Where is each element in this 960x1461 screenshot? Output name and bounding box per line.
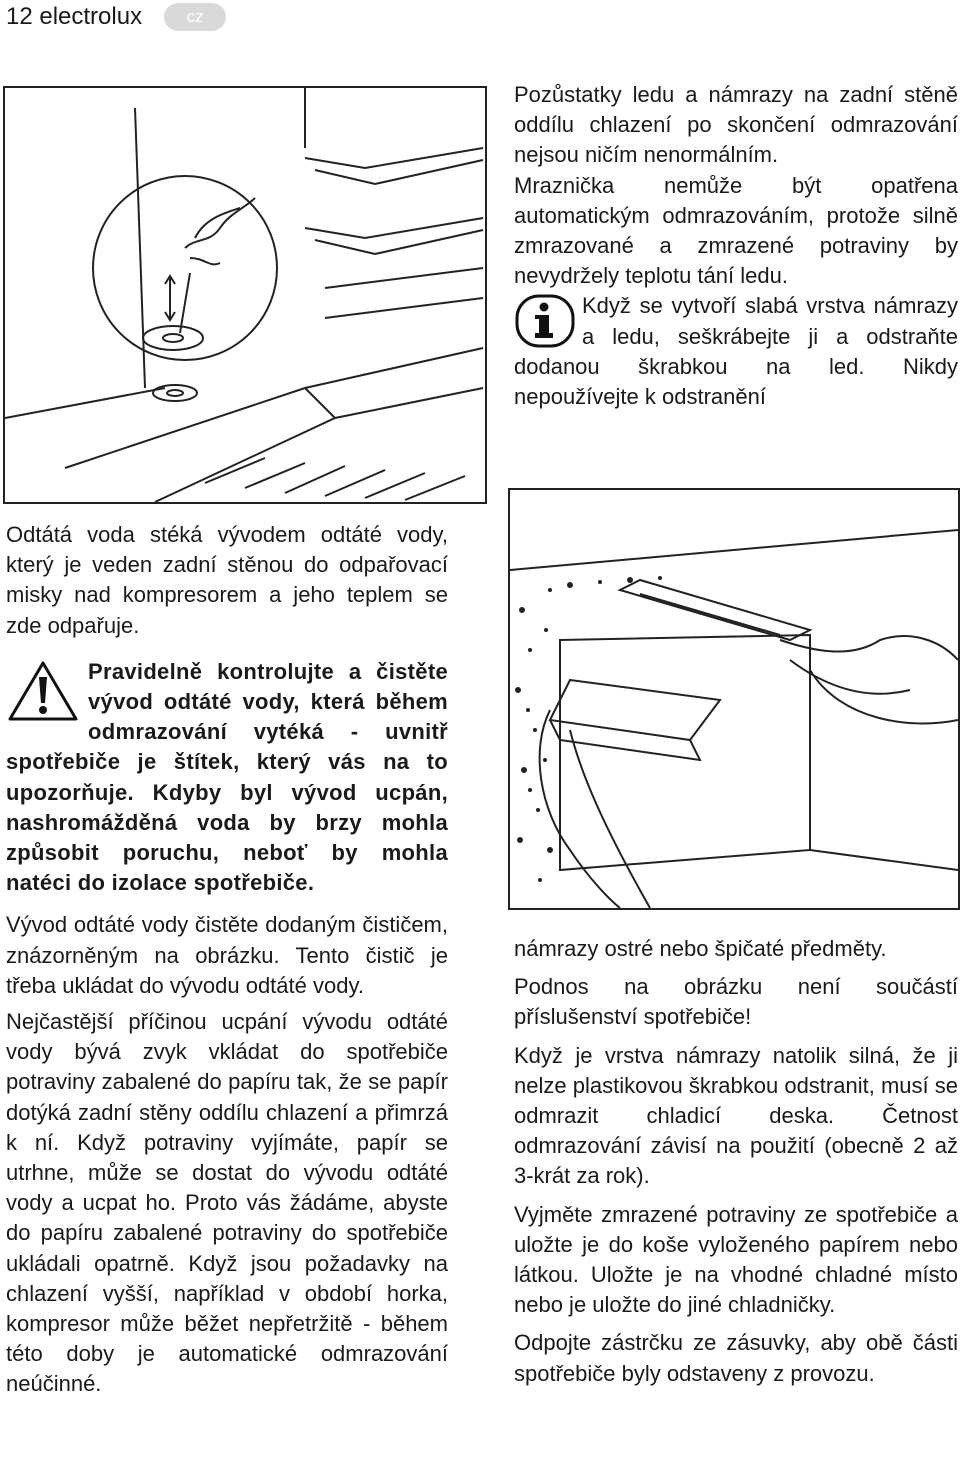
right-column-top (514, 80, 958, 412)
paragraph-sharp-objects: námrazy ostré nebo špičaté předměty. (514, 936, 887, 961)
ice-scraping-illustration (508, 488, 960, 910)
paragraph-ice-residue: Pozůstatky ledu a námrazy na zadní stěně oddílu chlazení po skončení odmrazování nejsou ničím nenormálním. (514, 82, 958, 168)
paragraph-unplug: Odpojte zástrčku ze zásuvky, aby obě části spotřebiče byly odstaveny z provozu. (514, 1330, 958, 1386)
paragraph-tray-not-included: Podnos na obrázku není součástí příslušenství spotřebiče! (514, 974, 958, 1030)
info-icon (514, 293, 576, 349)
paragraph-meltwater-drain: Odtátá voda stéká vývodem odtáté vody, který je veden zadní stěnou do odpařovací misky nad kompresorem a jeho teplem se zde odpařuje. (6, 522, 448, 638)
paragraph-drain-blockage: Nejčastější příčinou ucpání vývodu odtáté vody bývá zvyk vkládat do spotřebiče potraviny zabalené do papíru tak, že se papír dotýká zadní stěny oddílu chlazení a přimrzá k ní. Když potraviny vyjímáte, papír se utrhne, může se dostat do vývodu odtáté vody a ucpat ho. Proto vás žádáme, abyste do papíru zabalené potraviny do spotřebiče ukládali opatrně. Když jsou požadavky na chlazení vyšší, například v období horka, kompresor může běžet nepřetržitě - během této doby je automatické odmrazování neúčinné. (6, 1009, 448, 1397)
language-badge: cz (164, 3, 226, 31)
page-label: 12 electrolux (6, 3, 143, 30)
warning-text: Pravidelně kontrolujte a čistěte vývod odtáté vody, která během odmrazování vytéká - uvnitř spotřebiče je štítek, který vás na to upozorňuje. Kdyby byl vývod ucpán, nashromážděná voda by brzy mohla způsobit poruchu, neboť by mohla natéci do izolace spotřebiče. (6, 658, 448, 896)
note-text: Když se vytvoří slabá vrstva námrazy a ledu, seškrábejte ji a odstraňte dodanou škrabkou na led. Nikdy nepoužívejte k odstranění (514, 293, 958, 410)
left-column (6, 520, 448, 1400)
drain-cleaner-illustration (3, 86, 487, 504)
paragraph-thick-frost: Když je vrstva námrazy natolik silná, že ji nelze plastikovou škrabkou odstranit, musí se odmrazit chladicí deska. Četnost odmrazování závisí na použití (obecně 2 až 3-krát za rok). (514, 1042, 958, 1189)
right-column-bottom (514, 934, 958, 1389)
page-header (6, 2, 226, 32)
note-paragraph (514, 291, 958, 412)
warning-triangle-icon (6, 659, 80, 723)
paragraph-remove-food: Vyjměte zmrazené potraviny ze spotřebiče a uložte je do koše vyloženého papírem nebo látkou. Uložte je na vhodné chladné místo nebo je uložte do jiné chladničky. (514, 1201, 958, 1318)
warning-paragraph (6, 657, 448, 899)
paragraph-freezer-no-auto-defrost: Mraznička nemůže být opatřena automatickým odmrazováním, protože silně zmrazované a zmrazené potraviny by nevydržely teplotu tání ledu. (514, 172, 958, 289)
paragraph-cleaner-usage: Vývod odtáté vody čistěte dodaným čističem, znázorněným na obrázku. Tento čistič je třeba ukládat do vývodu odtáté vody. (6, 912, 448, 998)
